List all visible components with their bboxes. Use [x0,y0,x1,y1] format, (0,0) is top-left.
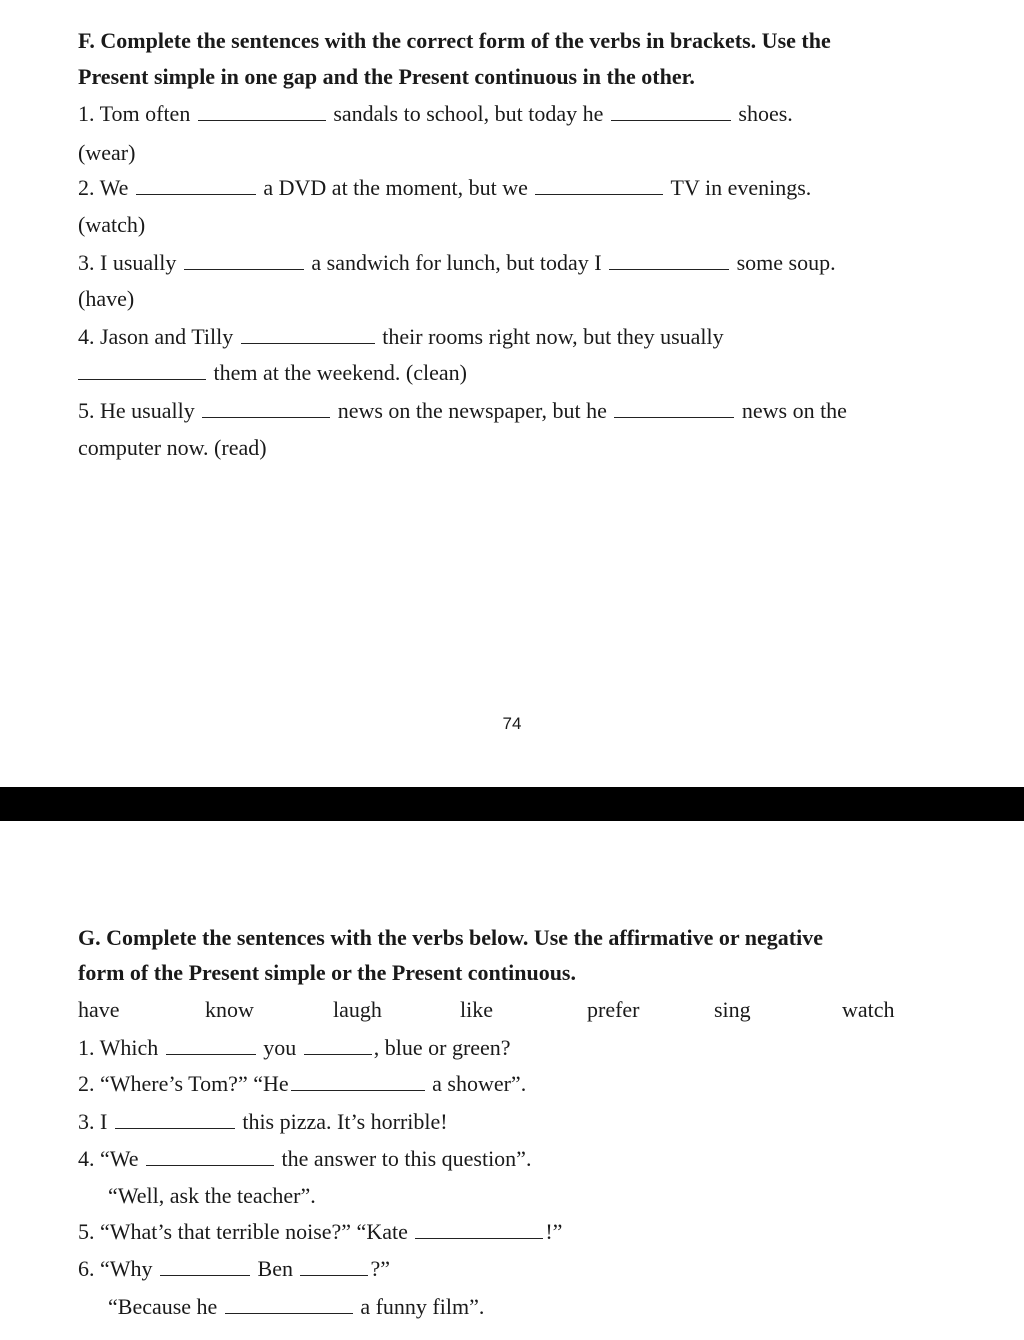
section-f-heading-line-1: F. Complete the sentences with the correct form of the verbs in brackets. Use the [78,28,831,53]
g-question-5 [78,1219,562,1245]
verb-bank-item: have [78,997,120,1022]
f-q1-text-b: sandals to school, but today he [333,101,604,126]
g-q6-text-a: 6. “Why [78,1256,153,1281]
answer-blank[interactable] [535,176,663,195]
g-question-3 [78,1109,448,1135]
verb-bank-item: sing [714,997,751,1022]
f-question-5 [78,398,847,424]
f-q5-continued: computer now. (read) [78,435,267,460]
verb-bank-item: prefer [587,997,640,1022]
page-divider [0,787,1024,821]
g-q6-text-d: “Because he [108,1294,218,1319]
g-q1-text-b: you [263,1035,297,1060]
g-q2-text-b: a shower”. [432,1071,527,1096]
g-question-4 [78,1146,531,1172]
verb-bank-item: like [460,997,493,1022]
answer-blank[interactable] [241,325,375,344]
f-q2-text-a: 2. We [78,175,129,200]
answer-blank[interactable] [160,1257,250,1276]
section-g-heading-line-2: form of the Present simple or the Present continuous. [78,960,576,985]
answer-blank[interactable] [202,399,330,418]
g-q4-reply: “Well, ask the teacher”. [108,1183,316,1208]
g-q4-text-b: the answer to this question”. [281,1146,532,1171]
answer-blank[interactable] [304,1036,372,1055]
g-q5-text-b: !” [545,1219,563,1244]
f-q1-text-c: shoes. [738,101,793,126]
g-q6-text-b: Ben [257,1256,293,1281]
f-q5-text-a: 5. He usually [78,398,195,423]
f-question-3 [78,250,836,276]
f-question-4-continued [78,360,467,386]
g-q3-text-b: this pizza. It’s horrible! [242,1109,448,1134]
f-q1-hint: (wear) [78,140,136,165]
g-question-1 [78,1035,511,1061]
answer-blank[interactable] [115,1110,235,1129]
f-q4-text-a: 4. Jason and Tilly [78,324,234,349]
g-q3-text-a: 3. I [78,1109,108,1134]
answer-blank[interactable] [614,399,734,418]
answer-blank[interactable] [300,1257,368,1276]
verb-bank-item: watch [842,997,895,1022]
answer-blank[interactable] [611,102,731,121]
verb-bank-item: laugh [333,997,382,1022]
section-f-heading-line-2: Present simple in one gap and the Present continuous in the other. [78,64,695,89]
f-q4-text-c: them at the weekend. (clean) [213,360,467,385]
answer-blank[interactable] [184,251,304,270]
g-q4-text-a: 4. “We [78,1146,139,1171]
answer-blank[interactable] [198,102,326,121]
f-q3-hint: (have) [78,286,135,311]
answer-blank[interactable] [415,1220,543,1239]
answer-blank[interactable] [609,251,729,270]
answer-blank[interactable] [78,361,206,380]
f-q2-hint: (watch) [78,212,146,237]
f-q2-text-b: a DVD at the moment, but we [263,175,528,200]
g-q6-text-c: ?” [370,1256,391,1281]
g-question-6 [78,1256,390,1282]
f-question-1 [78,101,793,127]
answer-blank[interactable] [225,1295,353,1314]
f-q3-text-a: 3. I usually [78,250,177,275]
f-q5-text-c: news on the [741,398,847,423]
answer-blank[interactable] [146,1147,274,1166]
g-q2-text-a: 2. “Where’s Tom?” “He [78,1071,289,1096]
g-q1-text-a: 1. Which [78,1035,159,1060]
g-q5-text-a: 5. “What’s that terrible noise?” “Kate [78,1219,408,1244]
verb-bank-item: know [205,997,254,1022]
f-q4-text-b: their rooms right now, but they usually [382,324,724,349]
answer-blank[interactable] [291,1072,425,1091]
f-q3-text-c: some soup. [736,250,836,275]
f-question-4 [78,324,724,350]
g-q1-text-c: , blue or green? [373,1035,511,1060]
f-q2-text-c: TV in evenings. [670,175,812,200]
g-q6-reply [108,1294,484,1320]
f-question-2 [78,175,811,201]
g-question-2 [78,1071,526,1097]
f-q1-text-a: 1. Tom often [78,101,191,126]
g-q6-text-e: a funny film”. [360,1294,485,1319]
answer-blank[interactable] [136,176,256,195]
section-g-heading-line-1: G. Complete the sentences with the verbs below. Use the affirmative or negative [78,925,824,950]
f-q3-text-b: a sandwich for lunch, but today I [311,250,602,275]
answer-blank[interactable] [166,1036,256,1055]
page-number: 74 [502,714,522,733]
f-q5-text-b: news on the newspaper, but he [337,398,607,423]
